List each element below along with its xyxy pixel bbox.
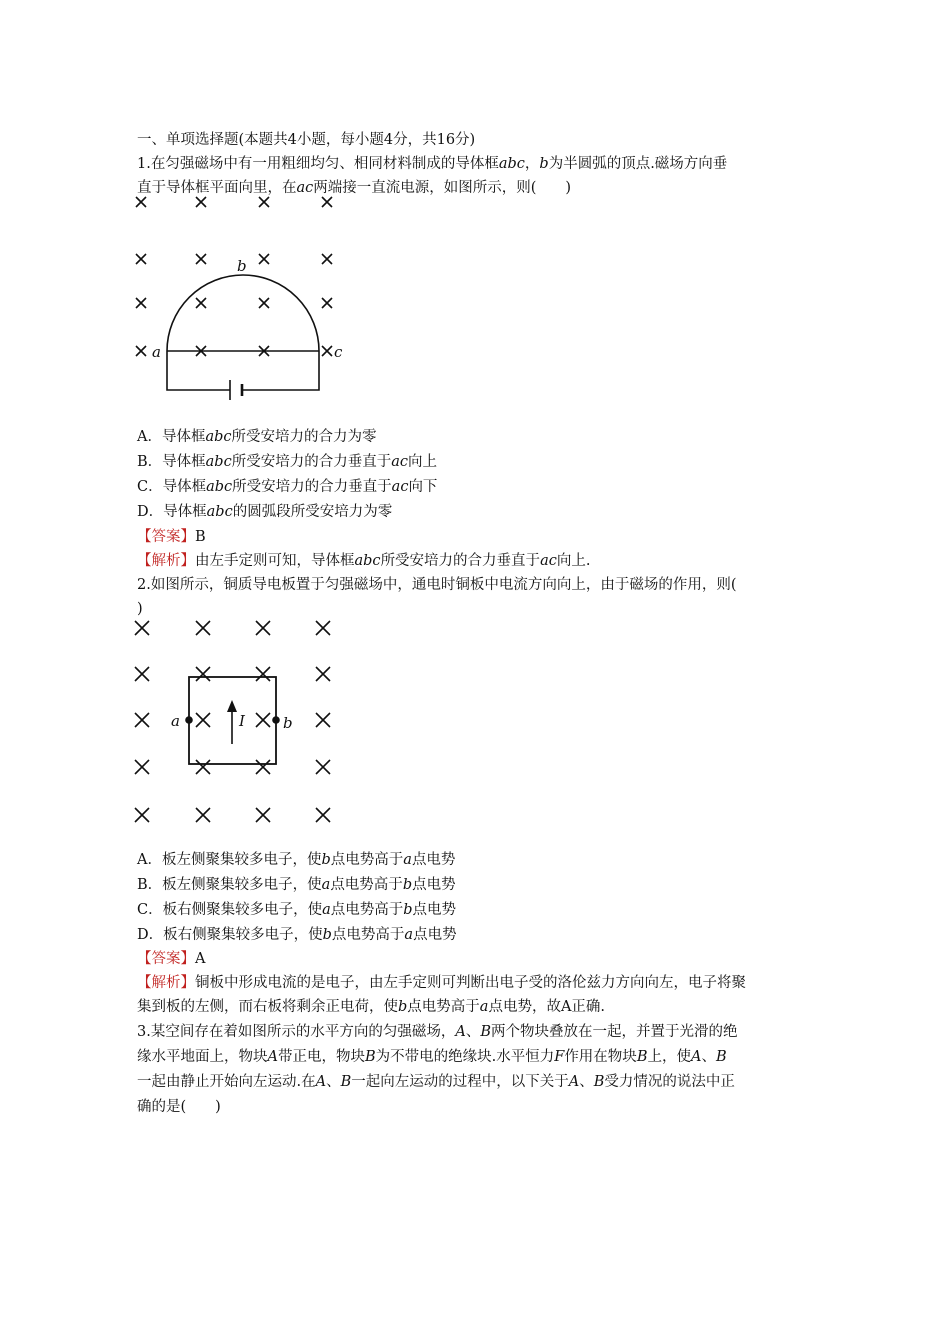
- q2-answer: 【答案】A: [137, 951, 206, 967]
- q2-option-a[interactable]: A．板左侧聚集较多电子，使b点电势高于a点电势: [137, 852, 456, 868]
- q2-diagram: [125, 612, 355, 832]
- q3-stem-line1: 3.某空间存在着如图所示的水平方向的匀强磁场，A、B两个物块叠放在一起，并置于光滑的绝: [137, 1024, 738, 1040]
- q3-stem-line4: 确的是( ): [137, 1099, 221, 1115]
- q2-option-c[interactable]: C．板右侧聚集较多电子，使a点电势高于b点电势: [137, 902, 457, 918]
- q1-analysis: 【解析】由左手定则可知，导体框abc所受安培力的合力垂直于ac向上.: [137, 553, 591, 569]
- label-a: a: [152, 343, 161, 361]
- label-b: b: [237, 257, 247, 275]
- magnetic-field-crosses: [136, 197, 332, 356]
- semicircle-arc: [167, 275, 319, 351]
- current-arrow-head: [227, 700, 237, 712]
- point-a: [185, 716, 193, 724]
- q2-figure: [125, 612, 355, 832]
- q2-stem-line1: 2.如图所示，铜质导电板置于匀强磁场中，通电时铜板中电流方向向上，由于磁场的作用，则(: [137, 577, 737, 593]
- q2-analysis-line1: 【解析】铜板中形成电流的是电子，由左手定则可判断出电子受的洛伦兹力方向向左，电子将聚: [137, 975, 746, 991]
- point-b: [272, 716, 280, 724]
- label-c: c: [334, 343, 343, 361]
- q1-option-b[interactable]: B．导体框abc所受安培力的合力垂直于ac向上: [137, 454, 437, 470]
- q2-option-b[interactable]: B．板左侧聚集较多电子，使a点电势高于b点电势: [137, 877, 456, 893]
- q1-figure: [125, 192, 355, 412]
- q1-option-a[interactable]: A．导体框abc所受安培力的合力为零: [137, 429, 377, 445]
- q2-option-d[interactable]: D．板右侧聚集较多电子，使b点电势高于a点电势: [137, 927, 457, 943]
- q1-option-d[interactable]: D．导体框abc的圆弧段所受安培力为零: [137, 504, 393, 520]
- q1-diagram: [125, 192, 355, 412]
- q1-answer: 【答案】B: [137, 529, 206, 545]
- q2-stem-line2: ): [137, 601, 143, 617]
- q1-stem-line2: 直于导体框平面向里，在ac两端接一直流电源，如图所示，则( ): [137, 180, 572, 196]
- label-a: a: [171, 712, 180, 730]
- label-I: I: [239, 712, 245, 730]
- q2-analysis-line2: 集到板的左侧，而右板将剩余正电荷，使b点电势高于a点电势，故A正确.: [137, 999, 606, 1015]
- q3-stem-line3: 一起由静止开始向左运动.在A、B一起向左运动的过程中，以下关于A、B受力情况的说法中正: [137, 1074, 735, 1090]
- q3-stem-line2: 缘水平地面上，物块A带正电，物块B为不带电的绝缘块.水平恒力F作用在物块B上，使A、B: [137, 1049, 727, 1065]
- q1-option-c[interactable]: C．导体框abc所受安培力的合力垂直于ac向下: [137, 479, 438, 495]
- label-b: b: [283, 714, 293, 732]
- section-title: 一、单项选择题(本题共4小题，每小题4分，共16分): [137, 132, 476, 148]
- q1-stem-line1: 1.在匀强磁场中有一用粗细均匀、相同材料制成的导体框abc，b为半圆弧的顶点.磁场方向垂: [137, 156, 728, 172]
